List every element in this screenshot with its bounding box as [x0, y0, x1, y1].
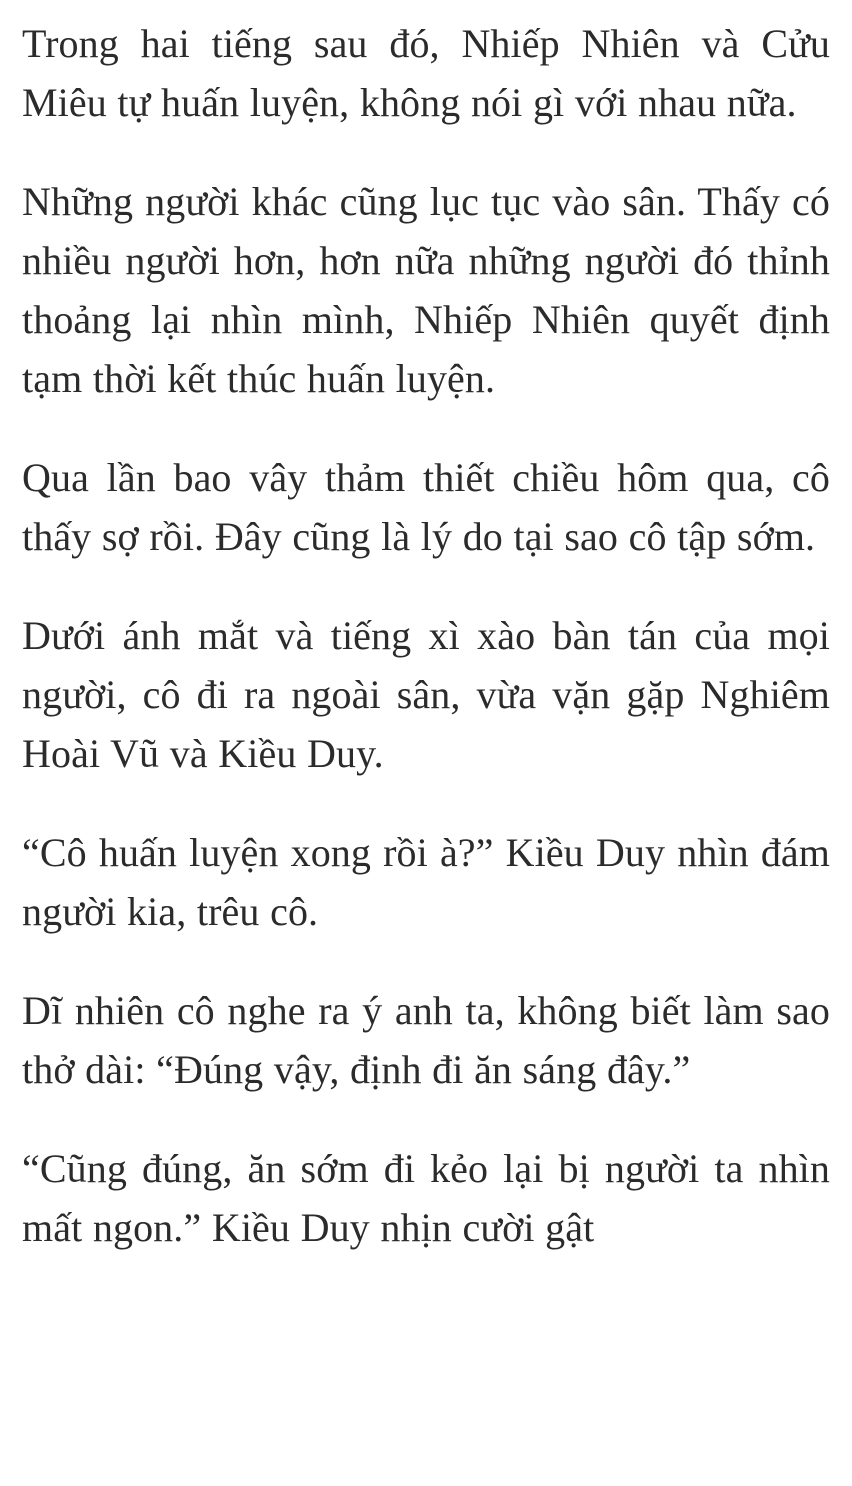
paragraph: “Cũng đúng, ăn sớm đi kẻo lại bị người ta nhìn mất ngon.” Kiều Duy nhịn cười gật — [22, 1146, 830, 1250]
paragraph: Dưới ánh mắt và tiếng xì xào bàn tán của mọi người, cô đi ra ngoài sân, vừa vặn gặp Nghiêm Hoài Vũ và Kiều Duy. — [22, 613, 830, 776]
paragraph: Qua lần bao vây thảm thiết chiều hôm qua, cô thấy sợ rồi. Đây cũng là lý do tại sao cô tập sớm. — [22, 455, 830, 559]
paragraph: Dĩ nhiên cô nghe ra ý anh ta, không biết làm sao thở dài: “Đúng vậy, định đi ăn sáng đây.” — [22, 988, 830, 1092]
paragraph: “Cô huấn luyện xong rồi à?” Kiều Duy nhìn đám người kia, trêu cô. — [22, 830, 830, 934]
chapter-content — [22, 14, 830, 1257]
paragraph: Trong hai tiếng sau đó, Nhiếp Nhiên và Cửu Miêu tự huấn luyện, không nói gì với nhau nữa. — [22, 21, 830, 125]
paragraph: Những người khác cũng lục tục vào sân. Thấy có nhiều người hơn, hơn nữa những người đó thỉnh thoảng lại nhìn mình, Nhiếp Nhiên quyết định tạm thời kết thúc huấn luyện. — [22, 179, 830, 401]
